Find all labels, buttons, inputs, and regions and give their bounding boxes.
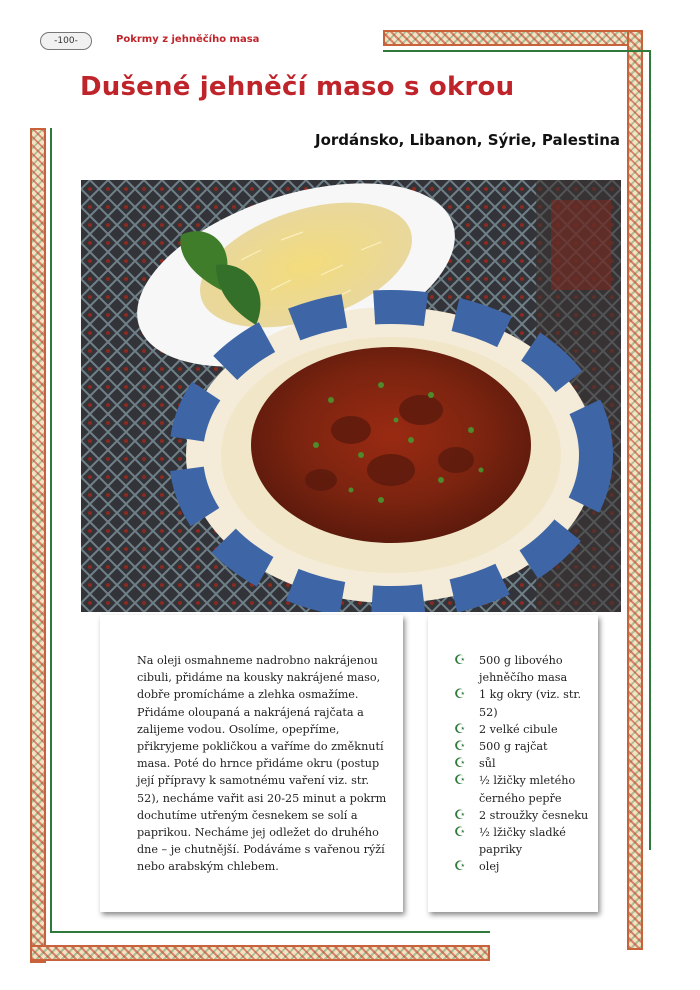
ingredient-item <box>454 652 594 686</box>
green-rule-right <box>649 50 651 850</box>
crescent-bullet-icon: ☪ <box>454 687 466 703</box>
crescent-bullet-icon: ☪ <box>454 653 466 668</box>
ingredient-item <box>454 755 594 772</box>
ingredient-text: sůl <box>479 757 496 771</box>
crescent-bullet-icon: ☪ <box>454 756 466 772</box>
ingredient-item <box>454 721 594 738</box>
ingredient-text: olej <box>479 860 500 874</box>
dish-photo-illustration <box>81 180 621 612</box>
ornament-border-right <box>627 30 643 950</box>
recipe-instructions: Na oleji osmahneme nadrobno nakrájenou cibuli, přidáme na kousky nakrájené maso, dobře promícháme a zlehka osmažíme. Přidáme oloupaná a nakrájená rajčata a zalijeme vodou. Osolíme, opepříme, přikryjeme pokličkou a vaříme do změknutí masa. Poté do hrnce přidáme okru (postup její přípravy k samotnému vaření viz. str. 52), necháme vařit asi 20-25 minut a pokrm dochutíme utřeným česnekem se solí a paprikou. Necháme jej odležet do druhého dne – je chutnější. Podáváme s vařenou rýží nebo arabským chlebem. <box>137 654 387 874</box>
ingredient-text: 1 kg okry (viz. str. 52) <box>479 688 582 719</box>
ingredients-list <box>454 652 594 876</box>
crescent-bullet-icon: ☪ <box>454 739 466 755</box>
crescent-bullet-icon: ☪ <box>454 807 466 823</box>
crescent-bullet-icon: ☪ <box>454 859 466 875</box>
running-head: Pokrmy z jehněčího masa <box>116 34 260 45</box>
crescent-bullet-icon: ☪ <box>454 721 466 737</box>
crescent-bullet-icon: ☪ <box>454 825 466 841</box>
instructions-box <box>100 615 403 912</box>
crescent-bullet-icon: ☪ <box>454 773 466 789</box>
ingredient-item <box>454 738 594 755</box>
ornament-border-left <box>30 128 46 963</box>
dish-photo <box>81 180 621 612</box>
ingredient-item <box>454 686 594 720</box>
ingredient-text: 2 velké cibule <box>479 722 558 736</box>
ornament-border-top <box>383 30 643 46</box>
green-rule-bottom <box>50 931 490 933</box>
green-rule-left <box>50 128 52 933</box>
ornament-border-bottom <box>30 945 490 961</box>
recipe-title: Dušené jehněčí maso s okrou <box>80 72 515 102</box>
ingredient-text: 500 g libového jehněčího masa <box>479 654 568 685</box>
page-number: -100- <box>40 32 92 50</box>
ingredient-text: ½ lžičky mletého černého pepře <box>479 774 576 805</box>
ingredient-item <box>454 858 594 875</box>
ingredient-item <box>454 807 594 824</box>
ingredient-item <box>454 824 594 858</box>
ingredients-box <box>428 615 598 912</box>
ingredient-text: 500 g rajčat <box>479 740 548 754</box>
ingredient-text: 2 stroužky česneku <box>479 808 589 822</box>
recipe-regions: Jordánsko, Libanon, Sýrie, Palestina <box>315 131 620 149</box>
ingredient-item <box>454 772 594 806</box>
ingredient-text: ½ lžičky sladké papriky <box>479 826 566 857</box>
green-rule-top <box>383 50 651 52</box>
